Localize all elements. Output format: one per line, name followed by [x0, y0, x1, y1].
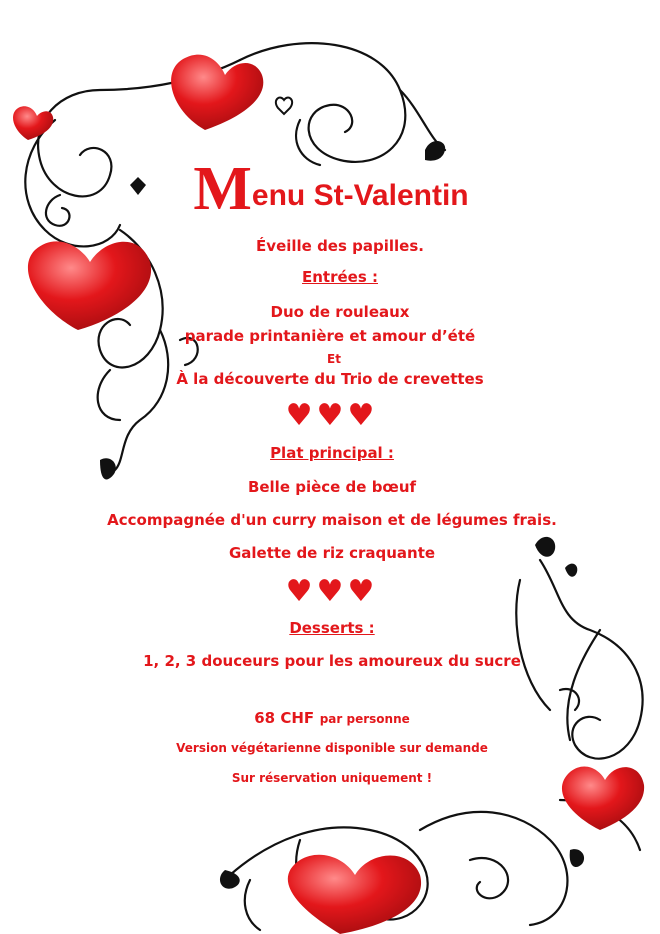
entrees-item-2: parade printanière et amour d’été	[184, 327, 476, 345]
desserts-heading: Desserts :	[289, 619, 375, 637]
entrees-item-3: À la découverte du Trio de crevettes	[176, 370, 484, 388]
plat-heading: Plat principal :	[270, 444, 394, 462]
title-first-letter: M	[193, 155, 252, 223]
price-unit: par personne	[319, 712, 410, 726]
heart-separator-2: ♥♥♥	[285, 574, 379, 609]
note-vegetarian: Version végétarienne disponible sur demande	[176, 741, 488, 755]
entrees-item-1: Duo de rouleaux	[270, 303, 410, 321]
plat-item-1: Belle pièce de bœuf	[247, 478, 417, 496]
entrees-connector: Et	[327, 352, 341, 366]
title-rest: enu St-Valentin	[251, 179, 469, 212]
plat-item-2: Accompagnée d'un curry maison et de légumes frais.	[107, 511, 557, 529]
menu-title	[96, 154, 566, 225]
entrees-heading: Entrées :	[302, 268, 378, 286]
note-reservation: Sur réservation uniquement !	[231, 771, 433, 785]
heart-separator: ♥♥♥	[285, 398, 379, 433]
tagline: Éveille des papilles.	[256, 237, 424, 255]
desserts-item-1: 1, 2, 3 douceurs pour les amoureux du sucre	[143, 652, 521, 670]
plat-item-3: Galette de riz craquante	[228, 544, 436, 562]
price	[2, 708, 660, 727]
price-amount: 68 CHF	[254, 709, 315, 727]
